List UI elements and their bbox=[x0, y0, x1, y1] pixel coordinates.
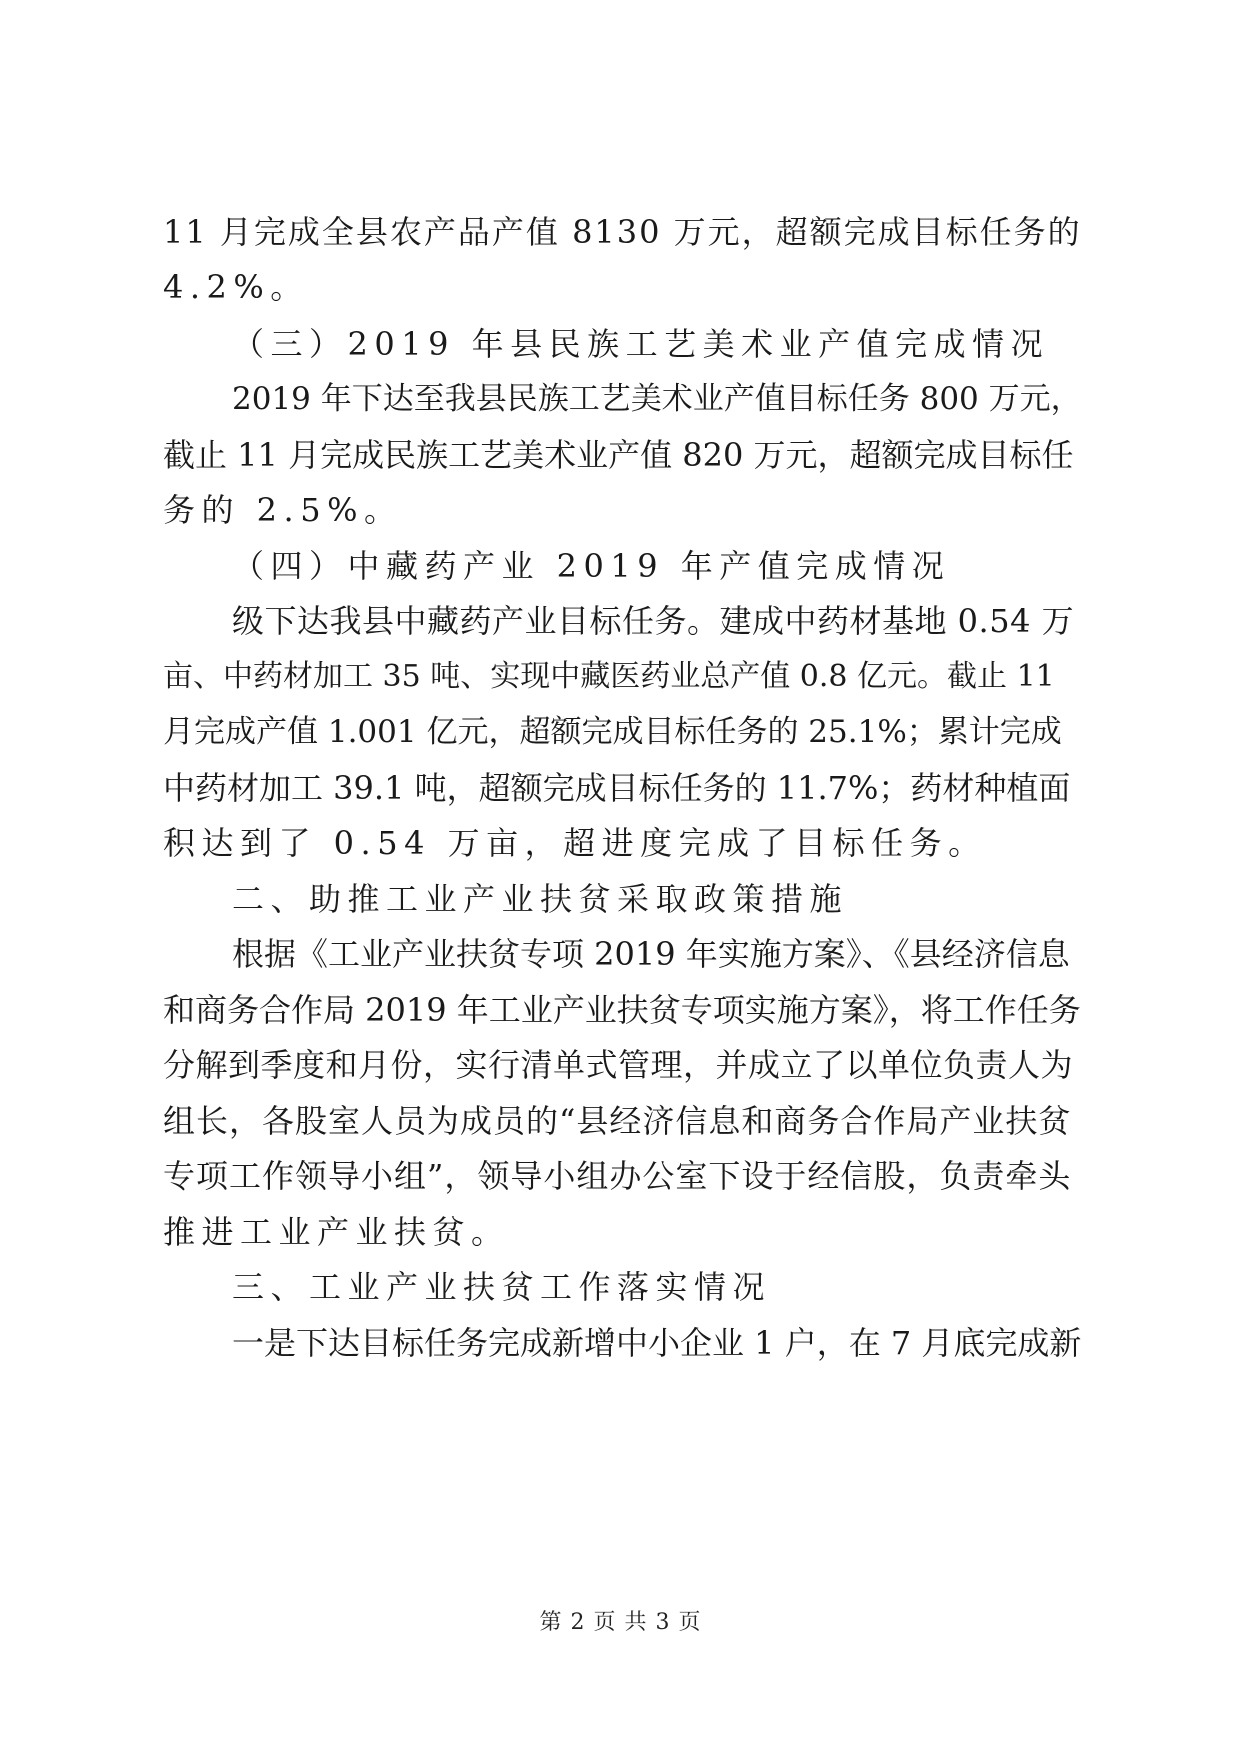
body-line: 一是下达目标任务完成新增中小企业 1 户，在 7 月底完成新 bbox=[232, 1324, 1082, 1362]
body-line: 2019 年下达至我县民族工艺美术业产值目标任务 800 万元， bbox=[232, 381, 1082, 417]
body-line: 根据《工业产业扶贫专项 2019 年实施方案》、《县经济信息 bbox=[232, 935, 1070, 973]
body-line: 积达到了 0.54 万亩，超进度完成了目标任务。 bbox=[163, 824, 987, 862]
section-heading: 二、助推工业产业扶贫采取政策措施 bbox=[232, 880, 849, 918]
page-number-footer: 第 2 页 共 3 页 bbox=[539, 1610, 702, 1635]
body-line: 务的 2.5%。 bbox=[163, 491, 403, 529]
body-line: 级下达我县中藏药产业目标任务。建成中药材基地 0.54 万 bbox=[232, 602, 1075, 640]
body-line: 组长，各股室人员为成员的“县经济信息和商务合作局产业扶贫 bbox=[163, 1102, 1072, 1140]
section-heading: （三）2019 年县民族工艺美术业产值完成情况 bbox=[232, 325, 1050, 363]
body-line: 推进工业产业扶贫。 bbox=[163, 1213, 510, 1251]
body-line: 和商务合作局 2019 年工业产业扶贫专项实施方案》，将工作任务 bbox=[163, 991, 1081, 1029]
body-line: 截止 11 月完成民族工艺美术业产值 820 万元，超额完成目标任 bbox=[163, 436, 1074, 474]
body-line: 专项工作领导小组”，领导小组办公室下设于经信股，负责牵头 bbox=[163, 1157, 1072, 1195]
section-heading: 三、工业产业扶贫工作落实情况 bbox=[232, 1268, 772, 1306]
body-line: 11 月完成全县农产品产值 8130 万元，超额完成目标任务的 bbox=[163, 213, 1082, 251]
section-heading: （四）中藏药产业 2019 年产值完成情况 bbox=[232, 547, 951, 585]
body-line: 月完成产值 1.001 亿元，超额完成目标任务的 25.1%；累计完成 bbox=[163, 714, 1062, 750]
body-line: 4.2%。 bbox=[163, 268, 309, 306]
body-line: 中药材加工 39.1 吨，超额完成目标任务的 11.7%；药材种植面 bbox=[163, 769, 1071, 807]
body-line: 分解到季度和月份，实行清单式管理，并成立了以单位负责人为 bbox=[163, 1046, 1074, 1084]
body-line: 亩、中药材加工 35 吨、实现中藏医药业总产值 0.8 亿元。截止 11 bbox=[163, 659, 1055, 694]
